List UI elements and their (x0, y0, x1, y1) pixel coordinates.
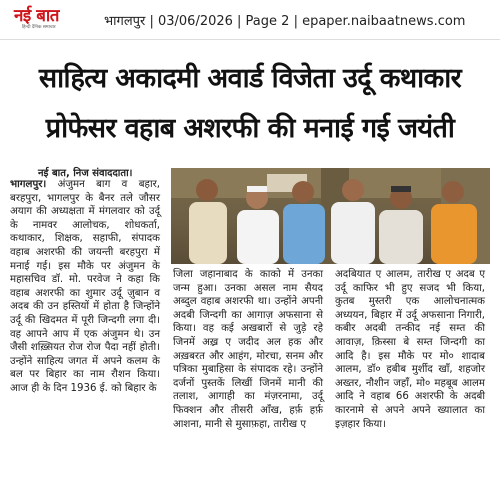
dateline: भागलपुर। (10, 179, 47, 190)
article-column-2: जिला जहानाबाद के काको में उनका जन्म हुआ। उनका असल नाम सैयद अब्दुल वहाब अशरफी था। उन्होंने अपनी अदबी जिन्दगी का आगाज़ अफसाना से किया। वह कई अखबारों से जुड़े रहे जिनमें अख़्र ए जदीद अल हक और अख़बरत और आहंग, मोरचा, सनम और पत्रिका मुबाहिसा के संपादक रहे। उन्होंने दर्जनों पुस्तकें लिखीं जिनमें मानी की तलाश, आगाही का मंज़रनामा, उर्दू फिक्शन और तीसरी आँख, हर्फ़ हर्फ़ आशना, मानी से मुसाफ़हा, तारीख ए (173, 269, 323, 430)
group-photo (171, 168, 490, 264)
logo-tagline: हिन्दी दैनिक समाचार (22, 25, 56, 31)
byline: नई बात, निज संवाददाता। (38, 168, 133, 179)
edition-meta: भागलपुर | 03/06/2026 | Page 2 | epaper.naibaatnews.com (104, 13, 466, 29)
group-photo-illustration (171, 168, 490, 264)
headline-line-2: प्रोफेसर वहाब अशरफी की मनाई गई जयंती (45, 113, 455, 144)
column-1-text: अंजुमन बाग व बहार, बरहपुरा, भागलपुर के बैनर तले जौसर अयाग की अध्यक्षता में मंगलवार को उर्दू के नामवर आलोचक, शोधकर्ता, कथाकार, शिक्षक, सहाफी, संपादक वहाब अशरफी की जयन्ती बरहपुरा में मनाई गई। इस मौके पर अंजुमन के महासचिव डॉ. मो. परवेज ने कहा कि वहाब अशरफी का शुमार उर्दू ज़ुबान व अदब की उन हस्तियों में होता है जिन्होंने उर्दू की खिदमत में पूरी जिन्दगी लगा दी। वह आपने आप में एक अंजुमन थे। उन जैसी शख़्सियत रोज रोज पैदा नहीं होती। उन्होंने साहित्य जगत में अपने कलम के बल पर बिहार का नाम रौशन किया। आज ही के दिन 1936 ई. को बिहार के (10, 179, 160, 394)
masthead (0, 0, 500, 40)
newspaper-logo (0, 0, 82, 40)
logo-text: नई बात (14, 6, 60, 27)
headline-line-1: साहित्य अकादमी अवार्ड विजेता उर्दू कथाकार (38, 63, 462, 94)
article-column-3: अदबियात ए आलम, तारीख ए अदब ए उर्दू काफिर भी हुए सजद भी किया, कुतब मुस्तरी एक आलोचनात्मक अध्ययन, बिहार में उर्दू अफसाना निगारी, कबीर अदबी तन्कीद नई सम्त की आवाज़, क़िस्सा बे सम्त जिन्दगी का आदि है। इस मौके पर मो० शादाब आलम, डॉ० हबीब मुर्शीद खाँ, शहजोर अख्तर, नौशीन जहाँ, मो० महबूब आलम आदि ने वहाब 66 अशरफी के अदबी कारनामे से अपने अपने ख्यालात का इज़हार किया। (335, 269, 485, 430)
article-column-1 (10, 178, 160, 396)
